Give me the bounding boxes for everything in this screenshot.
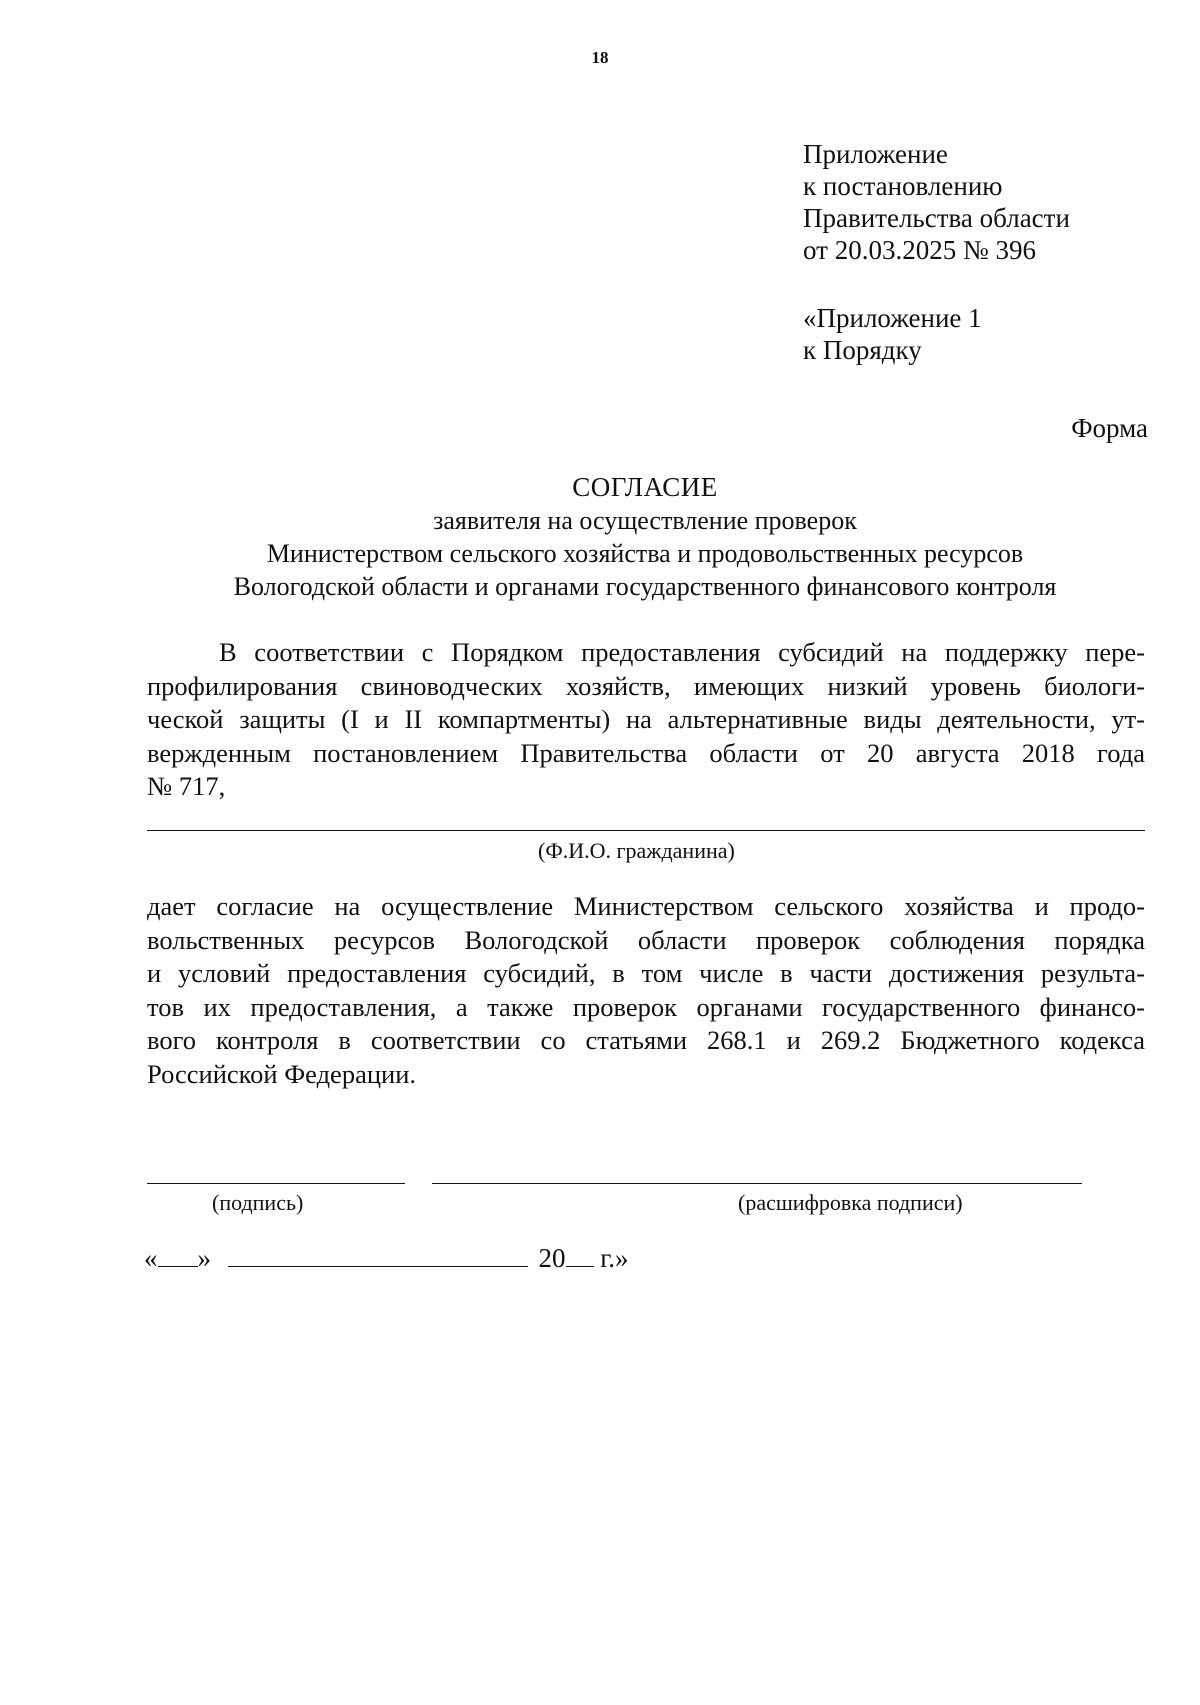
paragraph-line: В соответствии с Порядком предоставления субсидий на поддержку пере-	[219, 637, 1145, 667]
paragraph-line: вольственных ресурсов Вологодской области проверок соблюдения порядка	[147, 924, 1145, 955]
document-subtitle-line: заявителя на осуществление проверок	[433, 506, 857, 535]
paragraph-line: вого контроля в соответствии со статьями 268.1 и 269.2 Бюджетного кодекса	[147, 1025, 1145, 1056]
paragraph-line: тов их предоставления, а также проверок органами государственного финансо-	[147, 991, 1145, 1022]
document-title: СОГЛАСИЕ	[572, 472, 718, 502]
year-suffix: г.»	[600, 1243, 629, 1273]
paragraph-line: вержденным постановлением Правительства области от 20 августа 2018 года	[147, 737, 1145, 768]
appendix-header-line: Правительства области	[803, 203, 1070, 233]
appendix-header-line: Приложение	[803, 139, 948, 169]
paragraph-line: Российской Федерации.	[147, 1058, 416, 1089]
signature-decode-caption: (расшифровка подписи)	[738, 1190, 963, 1215]
appendix-sub-header	[803, 302, 1163, 366]
year-prefix: 20	[538, 1243, 566, 1273]
document-title-block	[0, 470, 1200, 603]
intro-paragraph	[147, 636, 1145, 804]
appendix-header-line: к постановлению	[803, 171, 1003, 201]
date-open-quote: «	[144, 1243, 158, 1273]
appendix-header-line: от 20.03.2025 № 396	[803, 235, 1036, 265]
signature-caption: (подпись)	[212, 1190, 304, 1215]
date-close-quote: »	[197, 1243, 211, 1273]
month-blank[interactable]	[228, 1240, 528, 1267]
document-subtitle-line: Министерством сельского хозяйства и продовольственных ресурсов	[266, 539, 1024, 568]
signature-blank-line[interactable]	[147, 1183, 405, 1184]
paragraph-line: и условий предоставления субсидий, в том числе в части достижения результа-	[147, 958, 1145, 989]
fio-caption: (Ф.И.О. гражданина)	[538, 838, 735, 863]
appendix-sub-line: «Приложение 1	[803, 303, 982, 333]
form-label: Форма	[1071, 413, 1148, 443]
date-row	[144, 1240, 629, 1274]
document-subtitle-line: Вологодской области и органами государственного финансового контроля	[233, 572, 1057, 601]
paragraph-line: ческой защиты (I и II компартменты) на альтернативные виды деятельности, ут-	[147, 704, 1145, 735]
paragraph-line: № 717,	[147, 771, 226, 802]
fio-blank-line[interactable]	[147, 830, 1145, 831]
year-blank[interactable]	[566, 1240, 594, 1267]
day-blank[interactable]	[158, 1240, 198, 1267]
signature-decode-blank-line[interactable]	[432, 1183, 1082, 1184]
paragraph-line: профилирования свиноводческих хозяйств, имеющих низкий уровень биологи-	[147, 670, 1145, 701]
page-number: 18	[591, 48, 609, 67]
appendix-header	[803, 138, 1163, 266]
consent-paragraph	[147, 890, 1145, 1092]
appendix-sub-line: к Порядку	[803, 335, 922, 365]
paragraph-line: дает согласие на осуществление Министерством сельского хозяйства и продо-	[147, 891, 1145, 921]
